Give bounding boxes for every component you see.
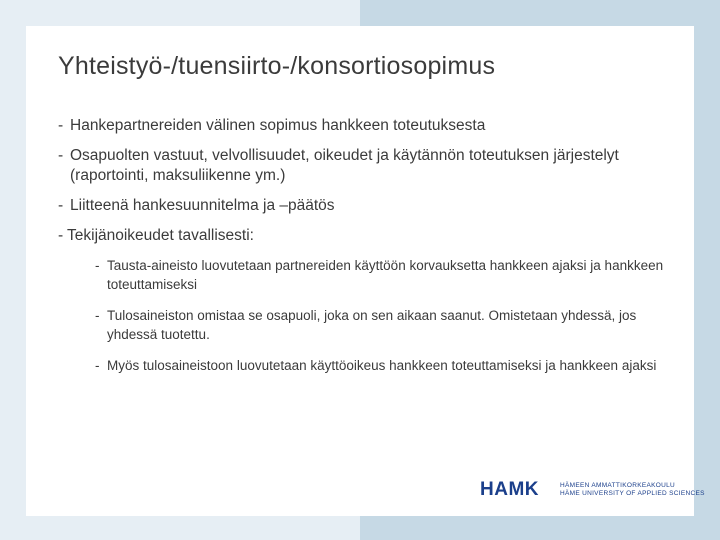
sub-bullet-item — [95, 306, 668, 344]
sub-bullet-dash: - — [95, 258, 100, 273]
bullet-item — [58, 116, 668, 136]
slide-title: Yhteistyö-/tuensiirto-/konsortiosopimus — [58, 52, 496, 80]
bullet-item — [58, 196, 668, 216]
bullet-list — [58, 116, 668, 387]
bullet-dash: - — [58, 147, 64, 164]
sub-bullet-dash: - — [95, 358, 100, 373]
bullet-dash: - — [58, 197, 64, 214]
bullet-text: Liitteenä hankesuunnitelma ja –päätös — [70, 197, 335, 214]
logo-wordmark: HAMK — [480, 479, 539, 500]
bullet-text: Osapuolten vastuut, velvollisuudet, oikeudet ja käytännön toteutuksen järjestelyt (raportointi, maksuliikenne ym.) — [70, 147, 619, 184]
sub-bullet-dash: - — [95, 308, 100, 323]
sub-bullet-text: Tulosaineiston omistaa se osapuoli, joka on sen aikaan saanut. Omistetaan yhdessä, jos yhdessä tuotettu. — [107, 308, 637, 342]
sub-bullet-text: Myös tulosaineistoon luovutetaan käyttöoikeus hankkeen toteuttamiseksi ja hankkeen ajaksi — [107, 358, 657, 373]
sub-bullet-text: Tausta-aineisto luovutetaan partnereiden käyttöön korvauksetta hankkeen ajaksi ja hankkeen toteuttamiseksi — [107, 258, 664, 292]
bullet-dash: - — [58, 227, 64, 244]
sub-bullet-item — [95, 356, 668, 375]
bullet-text: Hankepartnereiden välinen sopimus hankkeen toteutuksesta — [70, 117, 486, 134]
hamk-logo — [480, 478, 705, 502]
bullet-text: Tekijänoikeudet tavallisesti: — [67, 227, 254, 244]
slide — [26, 26, 705, 516]
bullet-item — [58, 146, 668, 186]
sub-bullet-list — [95, 256, 668, 375]
logo-subtitle-fi: HÄMEEN AMMATTIKORKEAKOULU — [560, 482, 676, 489]
bullet-item — [58, 226, 668, 375]
bullet-dash: - — [58, 117, 64, 134]
sub-bullet-item — [95, 256, 668, 294]
logo-subtitle-en: HÄME UNIVERSITY OF APPLIED SCIENCES — [560, 490, 705, 497]
